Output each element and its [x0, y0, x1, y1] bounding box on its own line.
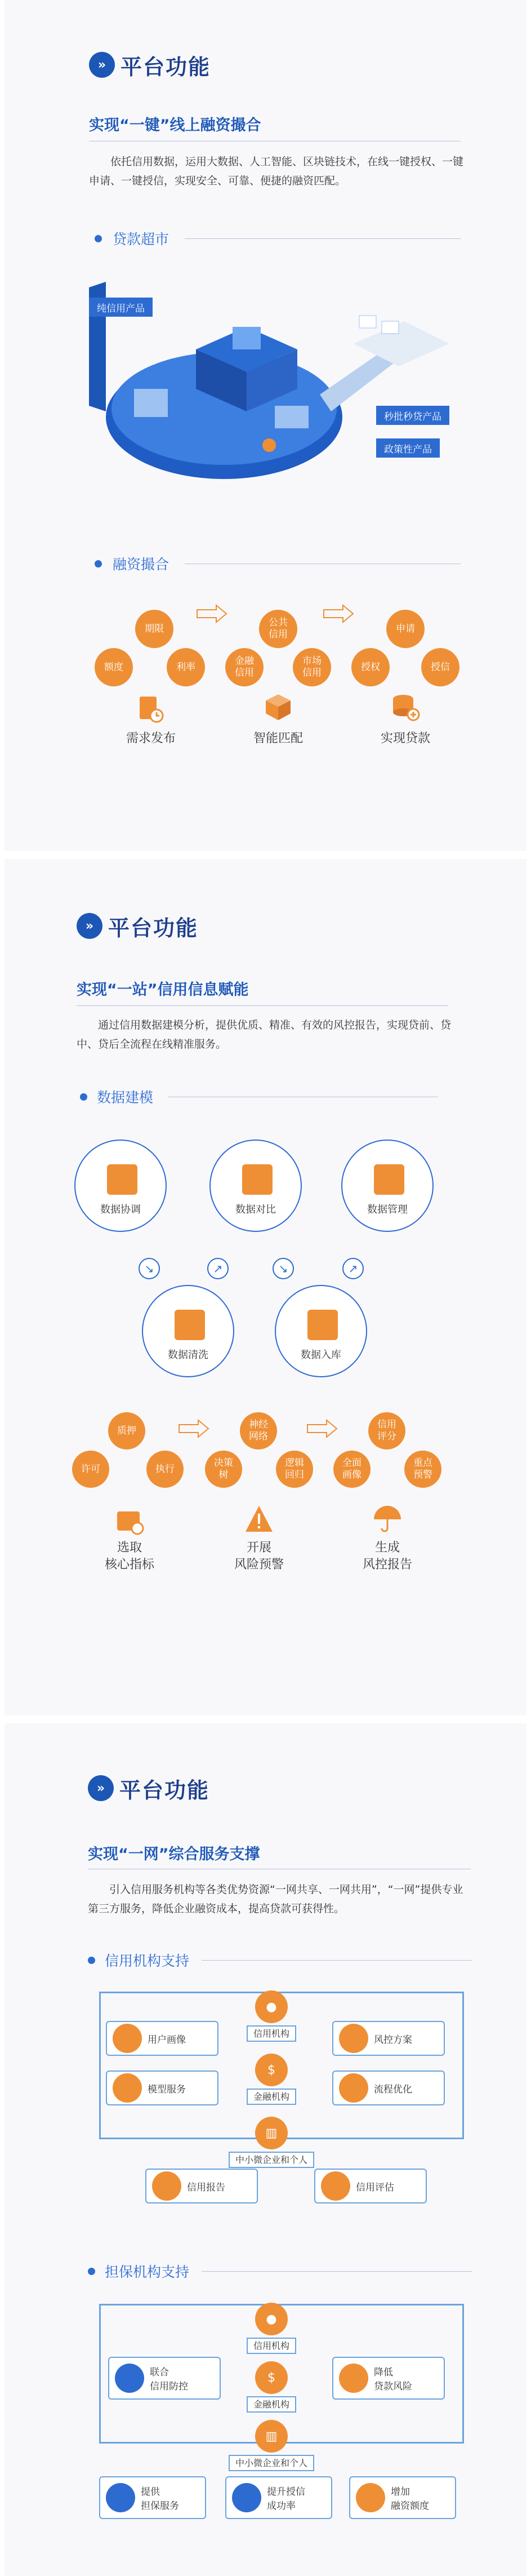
- money-bag-icon: $: [255, 2054, 288, 2086]
- circle-credit-score: 信用 评分: [368, 1412, 405, 1449]
- pill-credit-assessment: 信用评估: [314, 2169, 427, 2203]
- circle-data-coordination: 数据协调: [74, 1140, 167, 1232]
- circle-data-storage: 数据入库: [275, 1285, 367, 1377]
- import-icon: [307, 1310, 338, 1340]
- user-icon: [113, 2024, 142, 2053]
- pill-user-profile: 用户画像: [106, 2021, 218, 2056]
- divider: [185, 238, 461, 239]
- section-subtitle: 实现“一键”线上融资撮合: [89, 117, 261, 134]
- caption-demand-release: 需求发布: [126, 731, 176, 746]
- circle-logistic-regression: 逻辑 回归: [276, 1451, 313, 1488]
- clipboard-icon: [339, 2024, 368, 2053]
- pill-reduce-loan-risk: 降低 贷款风险: [332, 2357, 445, 2400]
- building-icon: ▥: [255, 2117, 288, 2149]
- umbrella-icon: [339, 2364, 368, 2393]
- section-service-support: [5, 1723, 526, 2576]
- arrow-down-right-icon: ↘: [273, 1258, 294, 1279]
- section-credit-empower: [5, 859, 526, 1715]
- circle-rate: 利率: [167, 648, 205, 686]
- circle-data-cleaning: 数据清洗: [142, 1285, 234, 1377]
- arrow-down-right-icon: ↘: [139, 1258, 160, 1279]
- warning-icon: [244, 1505, 274, 1534]
- pill-credit-success: 提升授信 成功率: [225, 2476, 332, 2519]
- coins-icon: [391, 692, 420, 721]
- double-chevron-icon: »: [88, 1775, 114, 1801]
- handshake-icon: [106, 2483, 135, 2512]
- bullet-dot: [95, 560, 102, 567]
- pill-joint-credit-control: 联合 信用防控: [108, 2357, 221, 2400]
- data-modeling-label: 数据建模: [97, 1089, 154, 1106]
- circle-data-management: 数据管理: [341, 1140, 434, 1232]
- divider: [77, 1005, 448, 1006]
- circle-license: 许可: [72, 1451, 109, 1488]
- circle-pledge: 质押: [108, 1412, 145, 1449]
- caption-risk-report: 生成 风控报告: [362, 1541, 412, 1572]
- arrow-right-icon: [196, 604, 227, 623]
- building-icon: ▥: [255, 2420, 288, 2453]
- circle-neural-network: 神经 网络: [240, 1412, 277, 1449]
- gear-icon: [339, 2073, 368, 2103]
- caption-smart-match: 智能匹配: [253, 731, 303, 746]
- intro-paragraph: 通过信用数据建模分析，提供优质、精准、有效的风控报告，实现贷前、贷中、贷后全流程在线精准服务。: [77, 1019, 452, 1050]
- section-loan-matching: [5, 0, 526, 851]
- coins-icon: [356, 2483, 385, 2512]
- node-sme: ▥ 中小微企业和个人: [218, 2117, 324, 2166]
- page-title: 平台功能: [119, 1778, 210, 1803]
- trend-up-icon: [232, 2483, 261, 2512]
- caption-risk-warning: 开展 风险预警: [234, 1541, 284, 1572]
- page-title: 平台功能: [108, 916, 199, 941]
- caption-core-indicators: 选取 核心指标: [104, 1541, 154, 1572]
- section-subtitle: 实现“一站”信用信息赋能: [77, 981, 249, 999]
- circle-full-profile: 全面 画像: [333, 1451, 371, 1488]
- circle-financial-credit: 金融 信用: [225, 648, 264, 686]
- node-sme: ▥ 中小微企业和个人: [218, 2420, 324, 2469]
- broom-icon: [175, 1310, 205, 1340]
- shield-chart-icon: [115, 2364, 144, 2393]
- bar-chart-icon: [242, 1164, 273, 1195]
- pill-credit-report: 信用报告: [145, 2169, 258, 2203]
- caption-realize-loan: 实现贷款: [380, 731, 430, 746]
- bullet-dot: [95, 235, 102, 242]
- umbrella-icon: [373, 1505, 402, 1534]
- circle-execution: 执行: [146, 1451, 184, 1488]
- credit-support-label: 信用机构支持: [105, 1953, 190, 1969]
- pill-increase-amount: 增加 融资额度: [349, 2476, 456, 2519]
- document-icon: [135, 694, 164, 724]
- circle-term: 期限: [135, 610, 173, 648]
- cube-icon: [113, 2073, 142, 2103]
- circle-market-credit: 市场 信用: [293, 648, 331, 686]
- circle-amount: 额度: [95, 648, 133, 686]
- clipboard-icon: [374, 1164, 404, 1195]
- seal-icon: ●: [255, 1990, 288, 2023]
- divider: [202, 2271, 472, 2272]
- money-bag-icon: $: [255, 2361, 288, 2394]
- circle-data-compare: 数据对比: [209, 1140, 302, 1232]
- pill-risk-plan: 风控方案: [332, 2021, 445, 2056]
- bullet-dot: [88, 2268, 95, 2275]
- arrow-up-right-icon: ↗: [342, 1258, 364, 1279]
- rating-icon: [321, 2171, 350, 2201]
- page-title: 平台功能: [121, 55, 211, 79]
- loan-market-label: 贷款超市: [113, 231, 169, 247]
- intro-paragraph: 引入信用服务机构等各类优势资源“一网共享、一网共用”，“一网”提供专业第三方服务，降低企业融资成本，提高贷款可获得性。: [88, 1883, 463, 1915]
- arrow-up-right-icon: ↗: [207, 1258, 229, 1279]
- circle-key-warning: 重点 预警: [404, 1451, 441, 1488]
- arrow-right-icon: [178, 1419, 209, 1438]
- circle-decision-tree: 决策 树: [205, 1451, 242, 1488]
- circle-public-credit: 公共 信用: [259, 610, 297, 648]
- report-icon: [152, 2171, 181, 2201]
- double-chevron-icon: »: [89, 52, 115, 78]
- double-chevron-icon: »: [77, 913, 102, 939]
- chart-icon: [107, 1164, 137, 1195]
- node-financial-institution: $ 金融机构: [238, 2054, 305, 2103]
- guarantee-support-label: 担保机构支持: [105, 2264, 190, 2280]
- cube-icon: [264, 692, 293, 721]
- arrow-right-icon: [323, 604, 354, 623]
- circle-credit-grant: 授信: [421, 648, 459, 686]
- indicator-icon: [115, 1507, 144, 1536]
- pill-guarantee-service: 提供 担保服务: [99, 2476, 206, 2519]
- intro-paragraph: 依托信用数据，运用大数据、人工智能、区块链技术，在线一键授权、一键申请、一键授信，实现安全、可靠、便捷的融资匹配。: [89, 156, 464, 187]
- pill-process-optimize: 流程优化: [332, 2070, 445, 2105]
- circle-apply: 申请: [386, 610, 425, 648]
- tag-pure-credit: 纯信用产品: [89, 298, 153, 317]
- section-subtitle: 实现“一网”综合服务支撑: [88, 1846, 260, 1863]
- seal-icon: ●: [255, 2303, 288, 2335]
- financing-match-label: 融资撮合: [113, 556, 169, 573]
- tag-policy-product: 政策性产品: [376, 438, 440, 458]
- arrow-right-icon: [306, 1419, 338, 1438]
- divider: [202, 1960, 472, 1961]
- bullet-dot: [80, 1093, 87, 1101]
- pill-model-service: 模型服务: [106, 2070, 218, 2105]
- node-credit-institution: ● 信用机构: [238, 1990, 305, 2039]
- node-credit-institution: ● 信用机构: [238, 2303, 305, 2352]
- bullet-dot: [88, 1957, 95, 1964]
- node-financial-institution: $ 金融机构: [238, 2361, 305, 2410]
- tag-instant-loan: 秒批秒贷产品: [376, 406, 449, 425]
- circle-authorize: 授权: [351, 648, 390, 686]
